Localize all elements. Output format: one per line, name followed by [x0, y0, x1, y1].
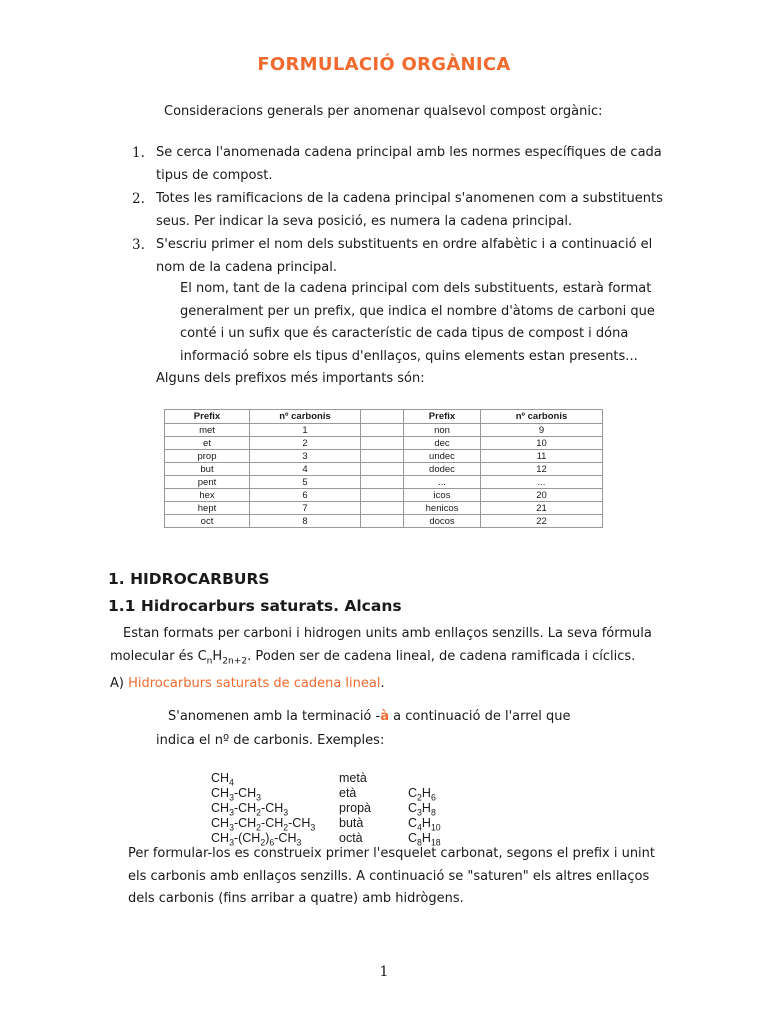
compound-name: propà	[339, 801, 371, 815]
table-cell: 12	[481, 463, 603, 476]
subsection-heading: 1.1 Hidrocarburs saturats. Alcans	[108, 597, 402, 615]
table-row	[165, 502, 603, 515]
structural-formula: $CH_4$	[211, 771, 234, 788]
table-cell: dec	[404, 437, 481, 450]
table-row	[165, 476, 603, 489]
page-number: 1	[379, 964, 389, 980]
subsection-a: A) Hidrocarburs saturats de cadena lineal.	[110, 675, 385, 691]
table-header: nº carbonis	[250, 410, 361, 424]
table-cell	[361, 424, 404, 437]
table-cell: hept	[165, 502, 250, 515]
table-cell	[361, 515, 404, 528]
table-row	[165, 463, 603, 476]
table-header: Prefix	[165, 410, 250, 424]
table-cell: undec	[404, 450, 481, 463]
table-body	[165, 424, 603, 528]
table-cell: but	[165, 463, 250, 476]
list-number: 1.	[132, 145, 145, 161]
list-number: 3.	[132, 237, 145, 253]
table-cell: 8	[250, 515, 361, 528]
table-cell: et	[165, 437, 250, 450]
list-text: Totes les ramificacions de la cadena principal s'anomenen com a substituents seus. Per indicar la seva posició, es numera la cadena principal.	[156, 191, 663, 229]
alkanes-text-b: . Poden ser de cadena lineal, de cadena ramificada i cíclics.	[247, 648, 636, 664]
structural-formula: $CH_3-CH_2-CH_2-CH_3$	[211, 816, 316, 833]
table-row	[165, 437, 603, 450]
prefix-explanation: El nom, tant de la cadena principal com dels substituents, estarà format generalment per un prefix, que indica el nombre d'àtoms de carboni que conté i un sufix que és característic de cada tipus de compost i dóna informació sobre els tipus d'enllaços, quins elements estan presents...	[180, 281, 655, 364]
table-cell: 3	[250, 450, 361, 463]
examples-lead: indica el nº de carbonis. Exemples:	[156, 733, 385, 748]
table-cell: pent	[165, 476, 250, 489]
table-cell: 20	[481, 489, 603, 502]
final-text: Per formular-los es construeix primer l'esquelet carbonat, segons el prefix i unint els carbonis amb enllaços senzills. A continuació se "saturen" els altres enllaços dels carbonis (fins arribar a quatre) amb hidrògens.	[128, 846, 656, 907]
table-row	[165, 424, 603, 437]
structural-formula: $CH_3-CH_3$	[211, 786, 262, 803]
subsection-a-title: Hidrocarburs saturats de cadena lineal	[128, 675, 381, 691]
table-header-row	[165, 410, 603, 424]
section-heading: 1. HIDROCARBURS	[108, 570, 270, 588]
table-cell	[361, 437, 404, 450]
table-row	[165, 515, 603, 528]
structural-formula: $CH_3-(CH_2)_6-CH_3$	[211, 831, 302, 848]
alkanes-text	[110, 626, 652, 667]
table-cell: icos	[404, 489, 481, 502]
table-row	[165, 489, 603, 502]
table-header: Prefix	[404, 410, 481, 424]
table-row	[165, 450, 603, 463]
table-cell: 1	[250, 424, 361, 437]
molecular-formula: $C_3H_8$	[408, 801, 436, 818]
table-cell: non	[404, 424, 481, 437]
molecular-formula: $C_8H_{18}$	[408, 831, 441, 848]
table-cell: ...	[404, 476, 481, 489]
page-title: FORMULACIÓ ORGÀNICA	[257, 54, 511, 75]
list-number: 2.	[132, 191, 145, 207]
table-cell: 5	[250, 476, 361, 489]
table-cell	[361, 463, 404, 476]
table-header	[361, 410, 404, 424]
prefix-paragraph	[156, 278, 666, 391]
molecular-formula: $C_4H_{10}$	[408, 816, 441, 833]
table-cell	[361, 450, 404, 463]
list-text: S'escriu primer el nom dels substituents en ordre alfabètic i a continuació el nom de la cadena principal.	[156, 237, 653, 275]
table-header: nº carbonis	[481, 410, 603, 424]
alkanes-text-a: Estan formats per carboni i hidrogen units amb enllaços senzills. La seva fórmula molecular és	[110, 626, 652, 664]
table-cell: 7	[250, 502, 361, 515]
table-cell	[361, 476, 404, 489]
table-cell	[361, 489, 404, 502]
compound-name: età	[339, 786, 357, 800]
structural-formula: $CH_3-CH_2-CH_3$	[211, 801, 289, 818]
molecular-formula: $C_2H_6$	[408, 786, 436, 803]
compound-name: butà	[339, 816, 364, 830]
table-cell: hex	[165, 489, 250, 502]
table-cell: 21	[481, 502, 603, 515]
table-cell: 4	[250, 463, 361, 476]
table-cell: henicos	[404, 502, 481, 515]
compound-name: metà	[339, 771, 367, 785]
general-formula: $C_nH_{2n+2}$	[197, 648, 248, 667]
table-cell: 2	[250, 437, 361, 450]
suffix-rule: S'anomenen amb la terminació -à a continuació de l'arrel que	[168, 709, 571, 724]
table-cell	[361, 502, 404, 515]
table-cell: 22	[481, 515, 603, 528]
table-cell: prop	[165, 450, 250, 463]
intro-text: Consideracions generals per anomenar qualsevol compost orgànic:	[164, 104, 603, 119]
table-cell: docos	[404, 515, 481, 528]
alkanes-paragraph	[110, 623, 670, 695]
table-cell: oct	[165, 515, 250, 528]
table-cell: 11	[481, 450, 603, 463]
table-cell: met	[165, 424, 250, 437]
table-cell: dodec	[404, 463, 481, 476]
table-cell: ...	[481, 476, 603, 489]
final-paragraph	[110, 843, 670, 911]
list-text: Se cerca l'anomenada cadena principal amb les normes específiques de cada tipus de compost.	[156, 145, 662, 183]
prefix-table	[164, 409, 603, 528]
suffix-highlight: à	[380, 709, 389, 724]
table-cell: 9	[481, 424, 603, 437]
compound-name: octà	[339, 831, 363, 845]
table-cell: 6	[250, 489, 361, 502]
table-cell: 10	[481, 437, 603, 450]
prefix-lead: Alguns dels prefixos més importants són:	[156, 371, 425, 387]
